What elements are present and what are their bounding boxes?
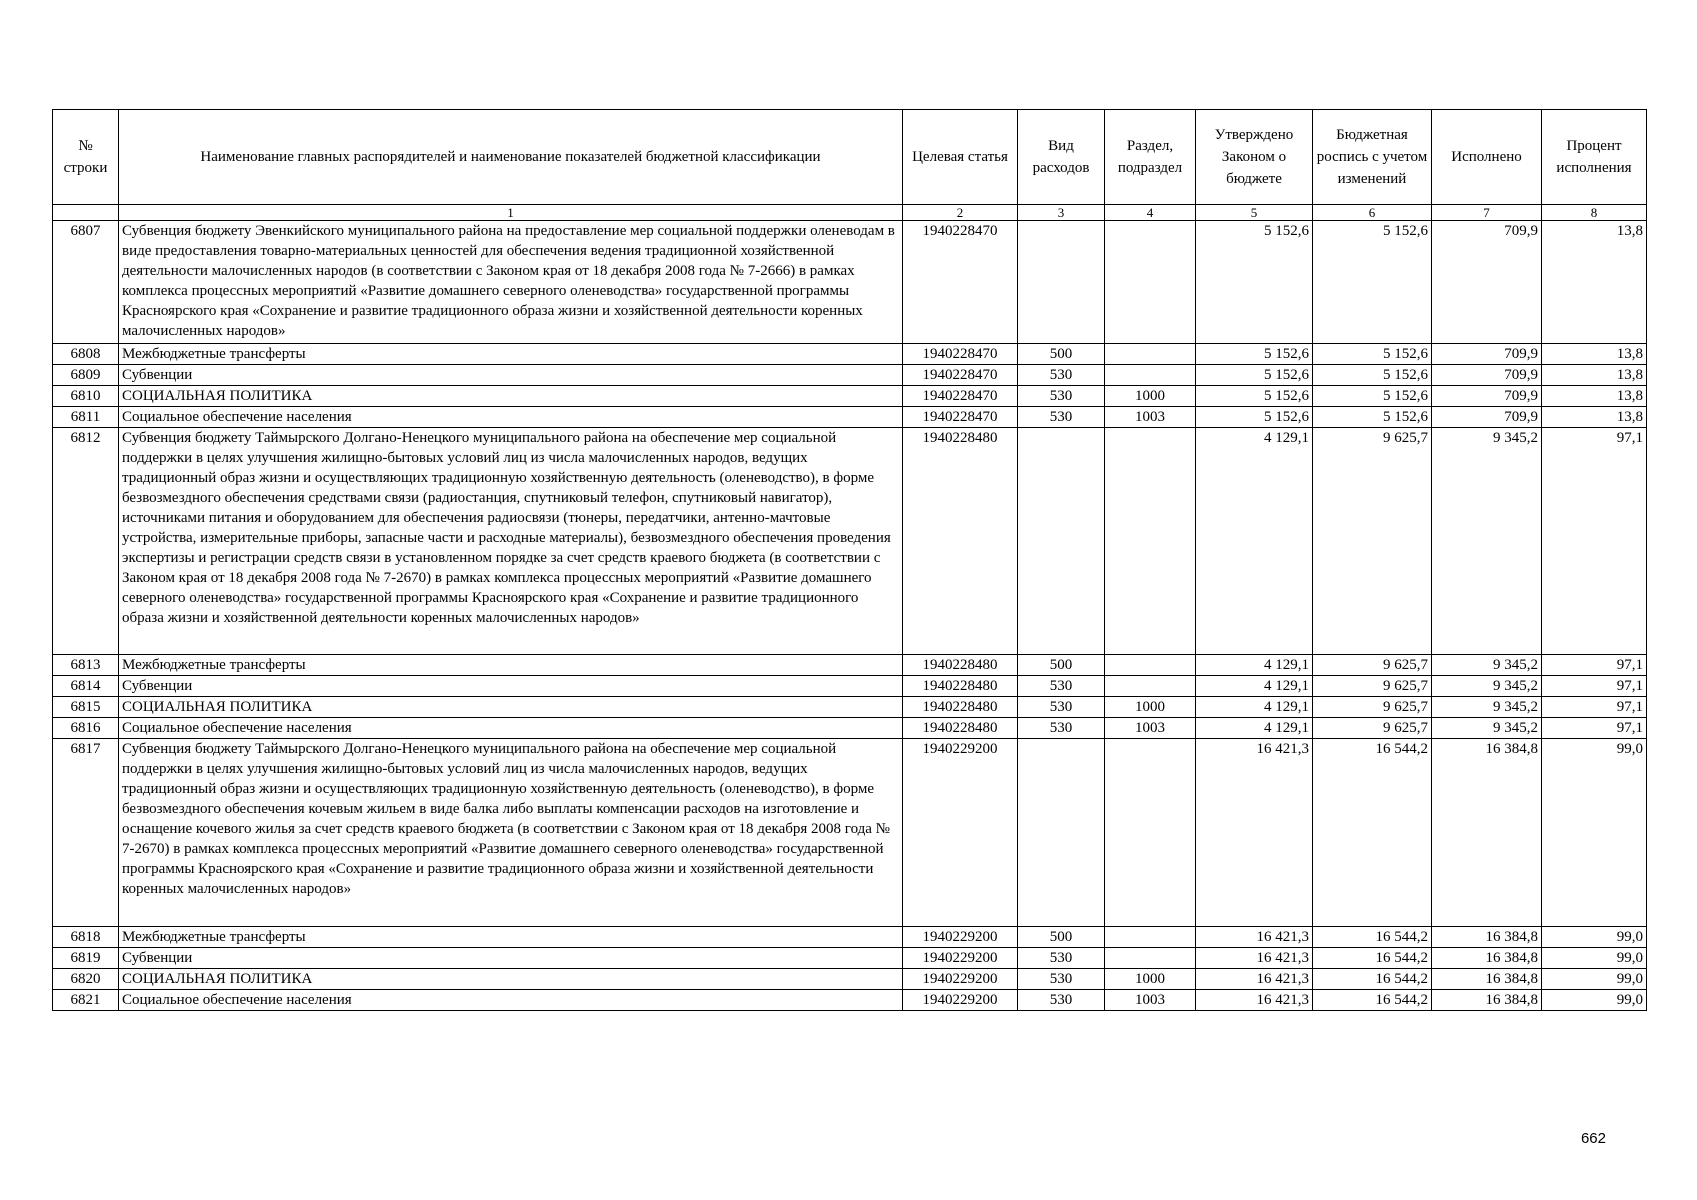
row-executed: 9 345,2 [1432, 655, 1542, 676]
row-section [1105, 365, 1196, 386]
row-expense-type [1018, 428, 1105, 655]
column-number: 7 [1432, 205, 1542, 221]
row-approved: 5 152,6 [1196, 407, 1313, 428]
row-approved: 4 129,1 [1196, 697, 1313, 718]
budget-execution-table [52, 109, 1647, 1011]
column-number: 6 [1313, 205, 1432, 221]
row-name: Межбюджетные трансферты [119, 927, 903, 948]
page-number: 662 [1580, 1130, 1606, 1147]
row-executed: 16 384,8 [1432, 927, 1542, 948]
row-approved: 16 421,3 [1196, 948, 1313, 969]
row-executed: 16 384,8 [1432, 969, 1542, 990]
table-row [53, 676, 1647, 697]
row-section: 1003 [1105, 407, 1196, 428]
row-budget-schedule: 9 625,7 [1313, 655, 1432, 676]
row-section: 1000 [1105, 969, 1196, 990]
row-number: 6819 [53, 948, 119, 969]
row-expense-type: 530 [1018, 676, 1105, 697]
row-target-article: 1940228470 [903, 365, 1018, 386]
row-target-article: 1940228480 [903, 655, 1018, 676]
row-target-article: 1940229200 [903, 969, 1018, 990]
row-target-article: 1940229200 [903, 990, 1018, 1011]
row-percent: 99,0 [1542, 969, 1647, 990]
row-expense-type: 530 [1018, 386, 1105, 407]
table-row [53, 927, 1647, 948]
row-name: Социальное обеспечение населения [119, 990, 903, 1011]
row-number: 6816 [53, 718, 119, 739]
row-name: СОЦИАЛЬНАЯ ПОЛИТИКА [119, 969, 903, 990]
row-executed: 9 345,2 [1432, 718, 1542, 739]
row-percent: 99,0 [1542, 990, 1647, 1011]
row-target-article: 1940228480 [903, 697, 1018, 718]
row-budget-schedule: 16 544,2 [1313, 927, 1432, 948]
row-approved: 5 152,6 [1196, 365, 1313, 386]
table-row [53, 697, 1647, 718]
row-name: Субвенция бюджету Эвенкийского муниципального района на предоставление мер социальной поддержки оленеводам в виде предоставления товарно-материальных ценностей для обеспечения ведения традиционной хозяйственной деятельности малочисленных народов (в соответствии с Законом края от 18 декабря 2008 года № 7-2666) в рамках комплекса процессных мероприятий «Развитие домашнего северного оленеводства» государственной программы Красноярского края «Сохранение и развитие традиционного образа жизни и хозяйственной деятельности коренных малочисленных народов» [119, 221, 903, 344]
row-target-article: 1940228480 [903, 676, 1018, 697]
table-row [53, 718, 1647, 739]
header-approved: Утверждено Законом о бюджете [1196, 110, 1313, 205]
row-section: 1000 [1105, 697, 1196, 718]
row-approved: 5 152,6 [1196, 386, 1313, 407]
row-name: Субвенция бюджету Таймырского Долгано-Ненецкого муниципального района на обеспечение мер социальной поддержки в целях улучшения жилищно-бытовых условий лиц из числа малочисленных народов, ведущих традиционный образ жизни и осуществляющих традиционную хозяйственную деятельность (оленеводство), в форме безвозмездного обеспечения средствами связи (радиостанция, спутниковый телефон, спутниковый навигатор), источниками питания и оборудованием для обеспечения радиосвязи (тюнеры, передатчики, антенно-мачтовые устройства, измерительные приборы, запасные части и расходные материалы), безвозмездного обеспечения проведения экспертизы и регистрации средств связи в установленном порядке за счет средств краевого бюджета (в соответствии с Законом края от 18 декабря 2008 года № 7-2670) в рамках комплекса процессных мероприятий «Развитие домашнего северного оленеводства» государственной программы Красноярского края «Сохранение и развитие традиционного образа жизни и хозяйственной деятельности коренных малочисленных народов» [119, 428, 903, 655]
row-expense-type: 530 [1018, 718, 1105, 739]
row-number: 6807 [53, 221, 119, 344]
row-expense-type: 530 [1018, 990, 1105, 1011]
row-target-article: 1940228470 [903, 221, 1018, 344]
row-executed: 16 384,8 [1432, 990, 1542, 1011]
row-budget-schedule: 16 544,2 [1313, 969, 1432, 990]
table-row [53, 365, 1647, 386]
row-budget-schedule: 5 152,6 [1313, 386, 1432, 407]
row-name: Субвенция бюджету Таймырского Долгано-Ненецкого муниципального района на обеспечение мер социальной поддержки в целях улучшения жилищно-бытовых условий лиц из числа малочисленных народов, ведущих традиционный образ жизни и осуществляющих традиционную хозяйственную деятельность (оленеводство), в форме безвозмездного обеспечения кочевым жильем в виде балка либо выплаты компенсации расходов на изготовление и оснащение кочевого жилья за счет средств краевого бюджета (в соответствии с Законом края от 18 декабря 2008 года № 7-2670) в рамках комплекса процессных мероприятий «Развитие домашнего северного оленеводства» государственной программы Красноярского края «Сохранение и развитие традиционного образа жизни и хозяйственной деятельности коренных малочисленных народов» [119, 739, 903, 927]
table-header-row [53, 110, 1647, 205]
row-approved: 16 421,3 [1196, 927, 1313, 948]
row-expense-type: 530 [1018, 365, 1105, 386]
row-percent: 13,8 [1542, 365, 1647, 386]
row-number: 6812 [53, 428, 119, 655]
row-number: 6818 [53, 927, 119, 948]
column-number: 3 [1018, 205, 1105, 221]
row-budget-schedule: 16 544,2 [1313, 990, 1432, 1011]
row-approved: 4 129,1 [1196, 428, 1313, 655]
row-expense-type: 530 [1018, 407, 1105, 428]
row-approved: 4 129,1 [1196, 655, 1313, 676]
table-row [53, 428, 1647, 655]
row-expense-type: 530 [1018, 697, 1105, 718]
row-percent: 99,0 [1542, 739, 1647, 927]
row-budget-schedule: 9 625,7 [1313, 718, 1432, 739]
row-executed: 709,9 [1432, 221, 1542, 344]
table-row [53, 990, 1647, 1011]
row-expense-type: 530 [1018, 969, 1105, 990]
row-expense-type [1018, 739, 1105, 927]
column-number: 2 [903, 205, 1018, 221]
row-approved: 4 129,1 [1196, 676, 1313, 697]
row-approved: 4 129,1 [1196, 718, 1313, 739]
row-number: 6820 [53, 969, 119, 990]
row-executed: 709,9 [1432, 386, 1542, 407]
row-section [1105, 927, 1196, 948]
row-target-article: 1940228480 [903, 718, 1018, 739]
table-row [53, 407, 1647, 428]
row-target-article: 1940229200 [903, 927, 1018, 948]
row-approved: 16 421,3 [1196, 990, 1313, 1011]
row-section [1105, 655, 1196, 676]
column-number: 8 [1542, 205, 1647, 221]
row-section [1105, 344, 1196, 365]
header-name: Наименование главных распорядителей и наименование показателей бюджетной классификации [119, 110, 903, 205]
row-approved: 5 152,6 [1196, 221, 1313, 344]
row-name: Субвенции [119, 365, 903, 386]
row-section [1105, 428, 1196, 655]
row-budget-schedule: 5 152,6 [1313, 221, 1432, 344]
row-name: Социальное обеспечение населения [119, 407, 903, 428]
row-approved: 16 421,3 [1196, 969, 1313, 990]
row-approved: 16 421,3 [1196, 739, 1313, 927]
row-percent: 97,1 [1542, 718, 1647, 739]
row-number: 6811 [53, 407, 119, 428]
row-name: Межбюджетные трансферты [119, 655, 903, 676]
column-number: 4 [1105, 205, 1196, 221]
column-numbers-row [53, 205, 1647, 221]
row-number: 6817 [53, 739, 119, 927]
table-row [53, 655, 1647, 676]
row-percent: 13,8 [1542, 407, 1647, 428]
row-target-article: 1940229200 [903, 948, 1018, 969]
row-executed: 16 384,8 [1432, 948, 1542, 969]
row-executed: 709,9 [1432, 365, 1542, 386]
row-budget-schedule: 5 152,6 [1313, 365, 1432, 386]
row-executed: 709,9 [1432, 344, 1542, 365]
row-expense-type: 500 [1018, 927, 1105, 948]
row-name: СОЦИАЛЬНАЯ ПОЛИТИКА [119, 386, 903, 407]
header-percent: Процент исполнения [1542, 110, 1647, 205]
row-budget-schedule: 5 152,6 [1313, 407, 1432, 428]
row-target-article: 1940228480 [903, 428, 1018, 655]
row-target-article: 1940228470 [903, 407, 1018, 428]
row-percent: 97,1 [1542, 655, 1647, 676]
row-expense-type: 500 [1018, 344, 1105, 365]
row-section [1105, 948, 1196, 969]
table-row [53, 221, 1647, 344]
header-budget-schedule: Бюджетная роспись с учетом изменений [1313, 110, 1432, 205]
row-name: Социальное обеспечение населения [119, 718, 903, 739]
row-number: 6810 [53, 386, 119, 407]
column-number: 5 [1196, 205, 1313, 221]
row-budget-schedule: 5 152,6 [1313, 344, 1432, 365]
row-expense-type [1018, 221, 1105, 344]
column-number: 1 [119, 205, 903, 221]
row-expense-type: 530 [1018, 948, 1105, 969]
table-row [53, 969, 1647, 990]
row-executed: 709,9 [1432, 407, 1542, 428]
row-number: 6815 [53, 697, 119, 718]
row-percent: 97,1 [1542, 676, 1647, 697]
row-target-article: 1940228470 [903, 386, 1018, 407]
row-section [1105, 221, 1196, 344]
row-target-article: 1940229200 [903, 739, 1018, 927]
row-section: 1003 [1105, 718, 1196, 739]
row-percent: 13,8 [1542, 386, 1647, 407]
row-budget-schedule: 9 625,7 [1313, 676, 1432, 697]
table-row [53, 739, 1647, 927]
row-percent: 13,8 [1542, 221, 1647, 344]
header-row-number: № строки [53, 110, 119, 205]
row-name: Субвенции [119, 948, 903, 969]
row-name: Межбюджетные трансферты [119, 344, 903, 365]
row-name: Субвенции [119, 676, 903, 697]
row-percent: 99,0 [1542, 927, 1647, 948]
row-percent: 13,8 [1542, 344, 1647, 365]
row-percent: 99,0 [1542, 948, 1647, 969]
row-section: 1003 [1105, 990, 1196, 1011]
header-executed: Исполнено [1432, 110, 1542, 205]
row-budget-schedule: 9 625,7 [1313, 428, 1432, 655]
row-section [1105, 676, 1196, 697]
row-executed: 9 345,2 [1432, 428, 1542, 655]
row-executed: 16 384,8 [1432, 739, 1542, 927]
header-section: Раздел, подраздел [1105, 110, 1196, 205]
row-name: СОЦИАЛЬНАЯ ПОЛИТИКА [119, 697, 903, 718]
row-executed: 9 345,2 [1432, 697, 1542, 718]
row-number: 6821 [53, 990, 119, 1011]
table-row [53, 948, 1647, 969]
row-section [1105, 739, 1196, 927]
row-target-article: 1940228470 [903, 344, 1018, 365]
row-budget-schedule: 16 544,2 [1313, 948, 1432, 969]
row-expense-type: 500 [1018, 655, 1105, 676]
header-target-article: Целевая статья [903, 110, 1018, 205]
row-percent: 97,1 [1542, 428, 1647, 655]
row-percent: 97,1 [1542, 697, 1647, 718]
row-number: 6814 [53, 676, 119, 697]
table-row [53, 386, 1647, 407]
row-number: 6813 [53, 655, 119, 676]
header-expense-type: Вид расходов [1018, 110, 1105, 205]
row-section: 1000 [1105, 386, 1196, 407]
table-row [53, 344, 1647, 365]
row-number: 6809 [53, 365, 119, 386]
column-number [53, 205, 119, 221]
row-budget-schedule: 9 625,7 [1313, 697, 1432, 718]
row-approved: 5 152,6 [1196, 344, 1313, 365]
row-number: 6808 [53, 344, 119, 365]
row-budget-schedule: 16 544,2 [1313, 739, 1432, 927]
row-executed: 9 345,2 [1432, 676, 1542, 697]
